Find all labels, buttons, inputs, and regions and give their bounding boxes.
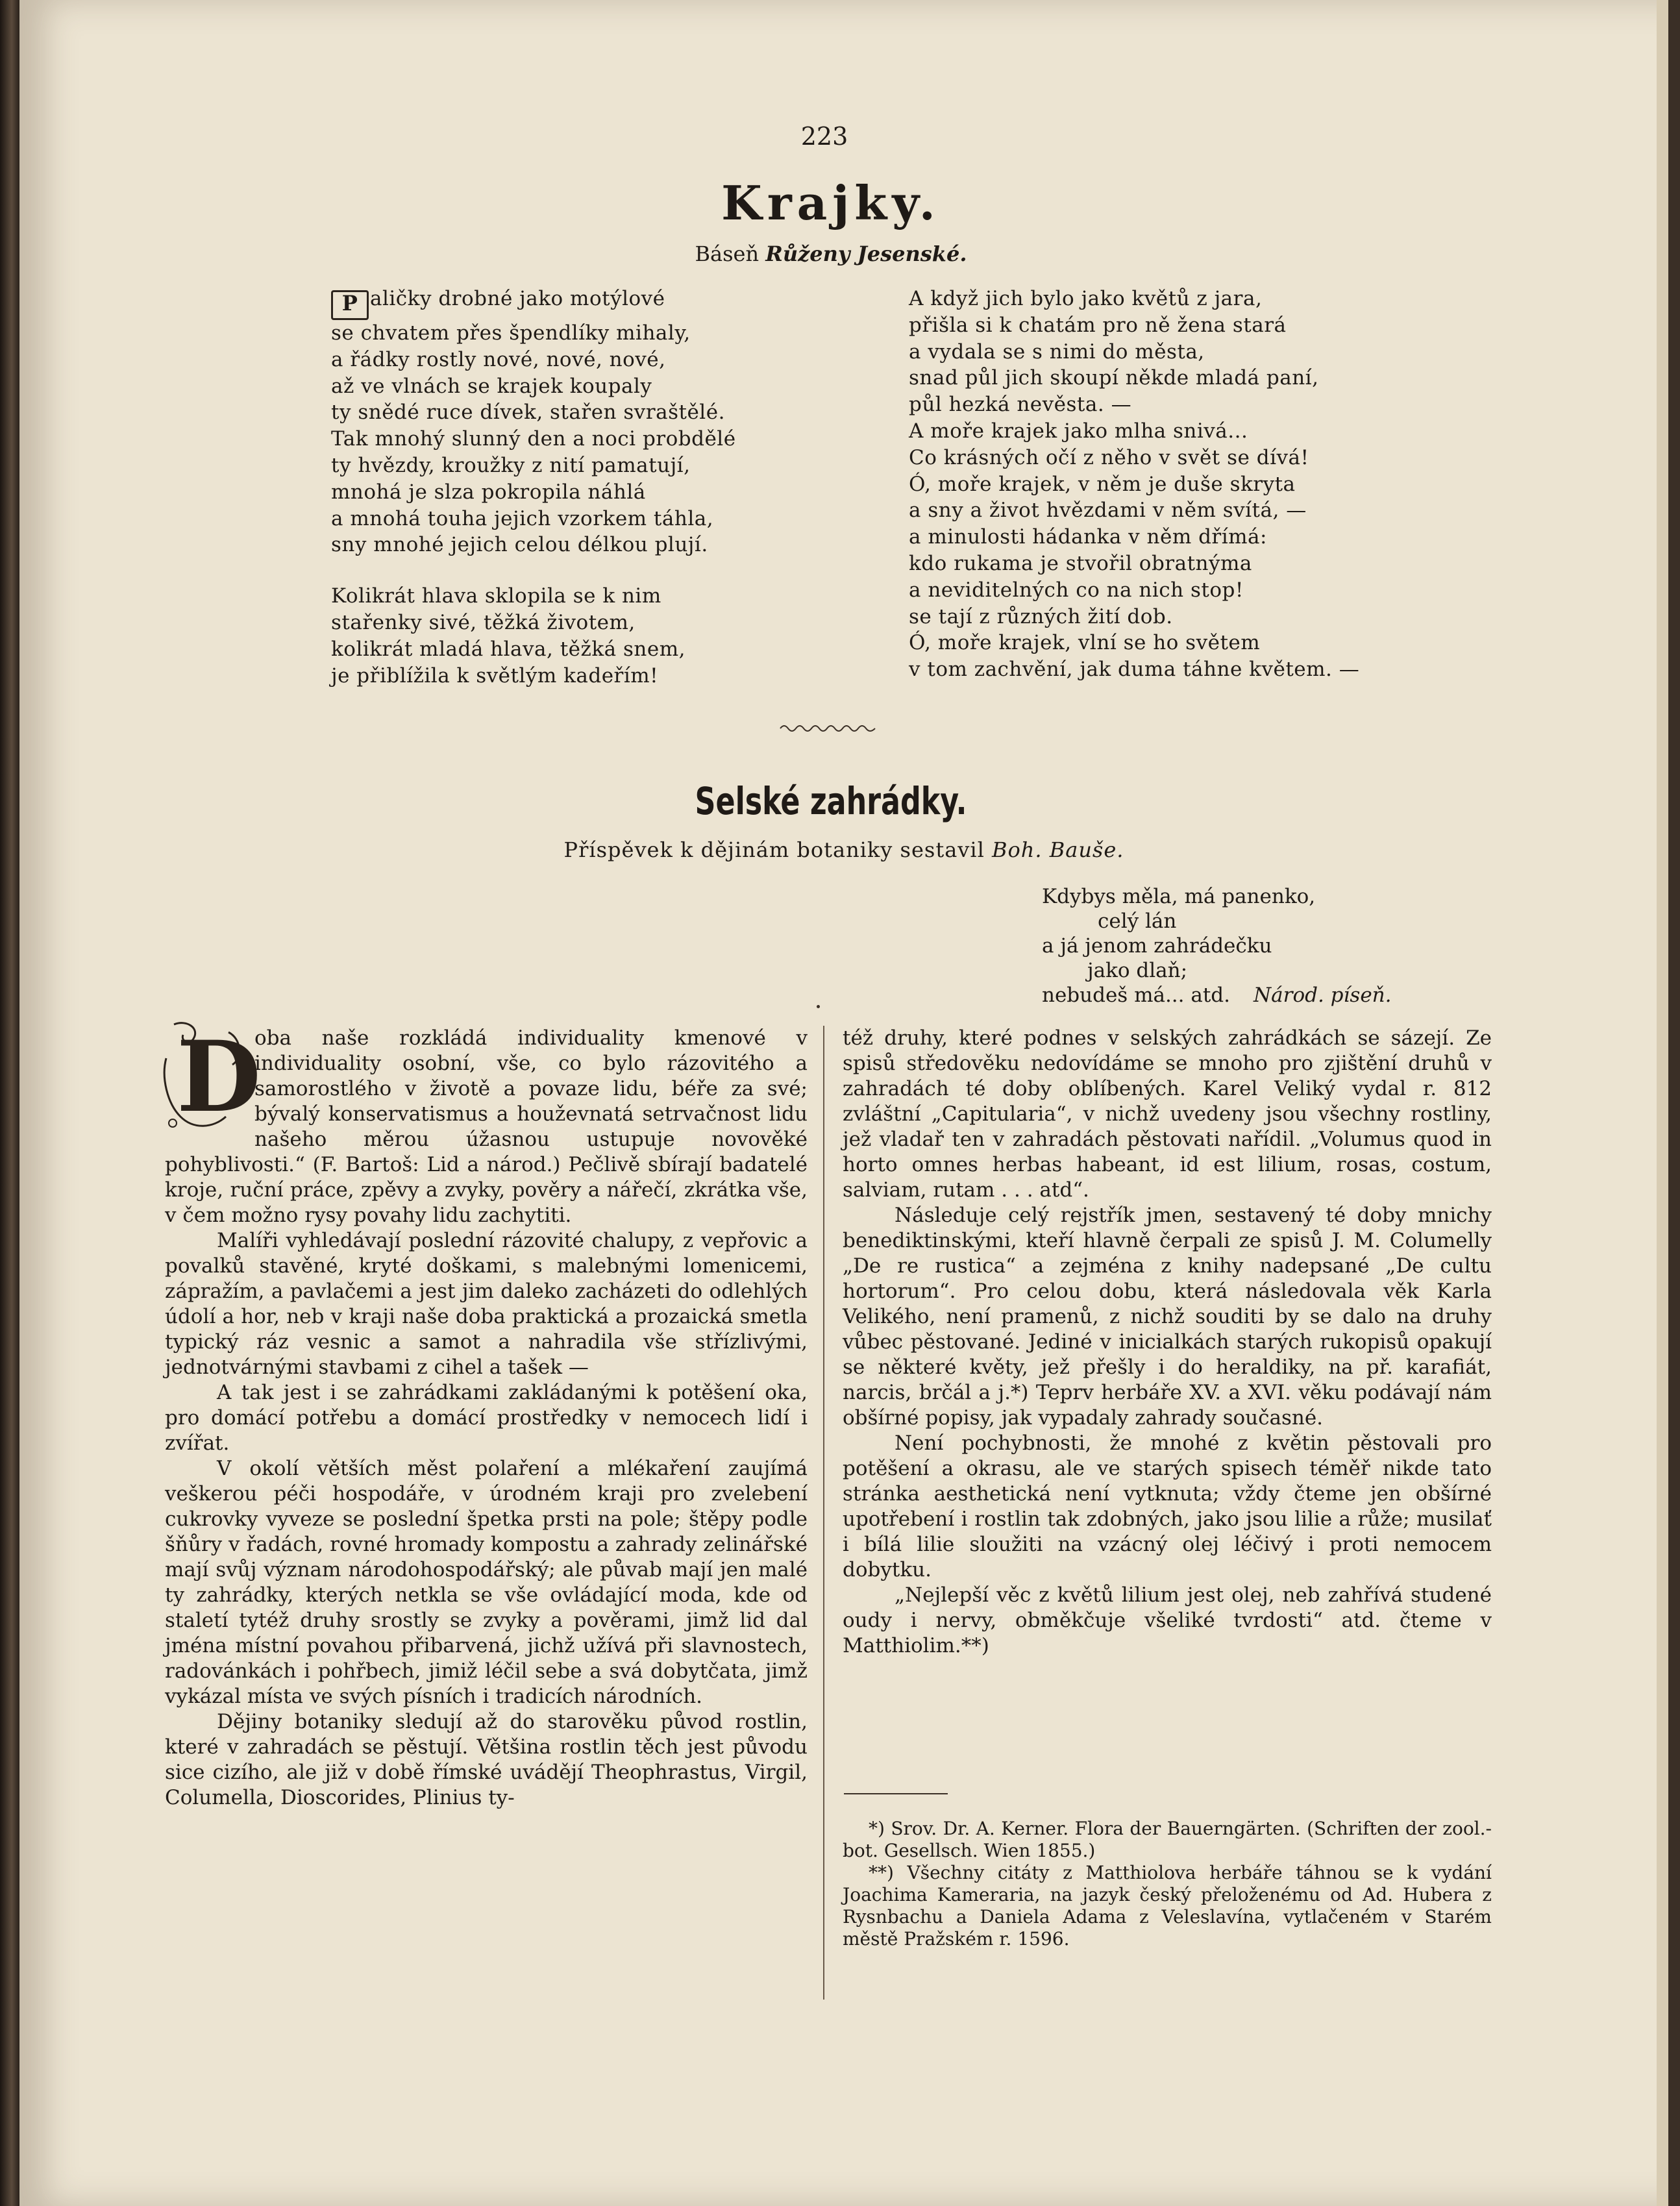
paragraph: též druhy, které podnes v selských zahrádkách se sázejí. Ze spisů středověku nedovídáme se mnoho pro zjištění druhů v zahradách té doby oblíbených. Karel Veliký vydal r. 812 zvláštní „Capitularia“, v nichž uvedeny jsou všechny rostliny, jež vladař ten v zahradách pěstovati nařídil. „Volumus quod in horto omnes herbas habeant, id est lilium, rosas, costum, salviam, rutam . . . atd“. bbox=[843, 1026, 1492, 1202]
poem-line: mnohá je slza pokropila náhlá bbox=[331, 480, 646, 504]
poem-line: a minulosti hádanka v něm dřímá: bbox=[909, 525, 1267, 549]
column-divider bbox=[823, 1026, 824, 2000]
poem-line: Ó, moře krajek, v něm je duše skryta bbox=[909, 472, 1296, 496]
article-byline-zahradky bbox=[454, 837, 1233, 862]
poem-line: ty snědé ruce dívek, stařen svraštělé. bbox=[331, 401, 725, 425]
poem-line: a neviditelných co na nich stop! bbox=[909, 578, 1244, 602]
poem-line: je přiblížila k světlým kadeřím! bbox=[331, 663, 659, 688]
footnote: **) Všechny citáty z Matthiolova herbáře táhnou se k vydání Joachima Kameraria, na jazyk český přeloženému od Ad. Hubera z Rysnbachu a Daniela Adama z Veleslavína, vytlačeném v Starém městě Pražském r. 1596. bbox=[843, 1862, 1492, 1950]
article-column-left bbox=[165, 1020, 808, 1811]
paragraph: „Nejlepší věc z květů lilium jest olej, neb zahřívá studené oudy i nervy, obměkčuje všeliké tvrdosti“ atd. čteme v Matthiolim.**) bbox=[843, 1583, 1492, 1657]
poem-line: se tají z různých žití dob. bbox=[909, 604, 1173, 628]
article-byline-krajky bbox=[571, 242, 1091, 266]
epigraph-line: celý lán bbox=[1098, 910, 1177, 933]
poem-line: a řádky rostly nové, nové, nové, bbox=[331, 347, 666, 371]
paragraph: Malíři vyhledávají poslední rázovité chalupy, z vepřovic a povalků stavěné, kryté doškami, s malebnými lomenicemi, zápražím, a pavlačemi a jest jim daleko zacházeti do odlehlých údolí a hor, neb v kraji naše doba praktická a prozaická smetla typický ráz vesnic a samot a nahradila vše střízlivými, jednotvárnými stavbami z cihel a tašek — bbox=[165, 1229, 808, 1379]
epigraph-line: Kdybys měla, má panenko, bbox=[1042, 885, 1316, 908]
epigraph-line: a já jenom zahrádečku bbox=[1042, 934, 1272, 958]
poem-line: Co krásných očí z něho v svět se dívá! bbox=[909, 445, 1309, 469]
poem-line: snad půl jich skoupí někde mladá paní, bbox=[909, 366, 1319, 390]
book-spine bbox=[0, 0, 19, 2206]
poem-line: přišla si k chatám pro ně žena stará bbox=[909, 313, 1287, 337]
page-number: 223 bbox=[800, 122, 848, 151]
poem-line: stařenky sivé, těžká životem, bbox=[331, 610, 636, 634]
poem-line: Tak mnohý slunný den a noci probdělé bbox=[331, 427, 736, 451]
epigraph-line: jako dlaň; bbox=[1087, 959, 1188, 982]
poem-line: P aličky drobné jako motýlové bbox=[331, 286, 798, 320]
article-title-selske-zahradky: Selské zahrádky. bbox=[695, 779, 967, 823]
article-title-krajky: Krajky. bbox=[721, 175, 941, 230]
paragraph: V okolí větších měst polaření a mlékaření zaujímá veškerou péči hospodáře, v úrodném kraji pro zvelebení cukrovky vyveze se poslední špetka prsti na pole; štěpy podle šňůry v řadách, rovné hromady kompostu a zahrady zelinářské mají svůj význam národohospodářský; ale půvab mají jen malé ty zahrádky, kterých netkla se vše ovládající moda, kde od staletí tytéž druhy srostly se zvyky a pověrami, jimž lid dal jména místní povahou přibarvená, jichž užívá při slavnostech, radovánkách i pohřbech, jimiž léčil sebe a svá dobytčata, jimž vykázal místa ve svých písních i tradicích národních. bbox=[165, 1457, 808, 1708]
poem-line: Ó, moře krajek, vlní se ho světem bbox=[909, 631, 1261, 655]
poem-line: kdo rukama je stvořil obratnýma bbox=[909, 551, 1252, 575]
footnote: *) Srov. Dr. A. Kerner. Flora der Bauerngärten. (Schriften der zool.-bot. Gesellsch. Wien 1855.) bbox=[843, 1818, 1492, 1861]
byline-author: Růženy Jesenské. bbox=[765, 242, 967, 266]
paragraph: Není pochybnosti, že mnohé z květin pěstovali pro potěšení a okrasu, ale ve starých spisech téměř nikde tato stránka aesthetická není vytknuta; vždy čteme jen obšírné upotřebení i rostlin tak zdobných, jako jsou lilie a růže; musilať i bílá lilie sloužiti na vzácný olej léčivý i proti nemocem dobytku. bbox=[843, 1431, 1492, 1581]
stray-dot bbox=[817, 1005, 820, 1008]
poem-line: a mnohá touha jejich vzorkem táhla, bbox=[331, 506, 714, 530]
poem-line: se chvatem přes špendlíky mihaly, bbox=[331, 321, 691, 345]
poem-line: a sny a život hvězdami v něm svítá, — bbox=[909, 499, 1307, 523]
poem-line: půl hezká nevěsta. — bbox=[909, 393, 1132, 417]
drop-cap-letter: D bbox=[177, 1020, 262, 1134]
paragraph: Dějiny botaniky sledují až do starověku původ rostlin, které v zahradách se pěstují. Většina rostlin těch jest původu sice cizího, ale již v době římské uvádějí Theophrastus, Virgil, Columella, Dioscorides, Plinius ty- bbox=[165, 1710, 808, 1809]
drop-cap-p: P bbox=[331, 290, 369, 320]
epigraph-source: Národ. píseň. bbox=[1254, 984, 1392, 1007]
page-edge bbox=[1657, 0, 1668, 2206]
section-ornament-squiggle bbox=[779, 722, 876, 735]
poem-line: A moře krajek jako mlha snivá... bbox=[909, 419, 1248, 443]
epigraph-line: nebudeš má... atd. Národ. píseň. bbox=[1042, 984, 1392, 1007]
ornamental-drop-cap-d bbox=[161, 1019, 262, 1134]
poem-line: až ve vlnách se krajek koupaly bbox=[331, 374, 652, 398]
paragraph: Následuje celý rejstřík jmen, sestavený té doby mnichy benediktinskými, kteří hlavně čerpali ze spisů J. M. Columelly „De re rustica“ a zejména z knihy nadepsané „De cultu hortorum“. Pro celou dobu, která následovala věk Karla Velikého, není pramenů, z nichž souditi by se dalo na druhy vůbec pěstované. Jediné v inicialkách starých rukopisů opakují se některé květy, jež přešly i do heraldiky, na př. karafiát, narcis, brčál a j.*) Teprv herbáře XV. a XVI. věku podávají nám obšírné popisy, jak vypadaly zahrady současné. bbox=[843, 1204, 1492, 1430]
paragraph: oba naše rozkládá individuality kmenové v individuality osobní, vše, co bylo rázovitého a samorostlého v životě a povaze lidu, béře za své; bývalý konservatismus a houževnatá setrvačnost lidu našeho měrou úžasnou ustupuje novověké pohyblivosti.“ (F. Bartoš: Lid a národ.) Pečlivě sbírají badatelé kroje, ruční práce, zpěvy a zvyky, pověry a nářečí, zkrátka vše, v čem možno rysy povahy lidu zachytiti. bbox=[165, 1026, 808, 1227]
epigraph bbox=[1042, 884, 1496, 1008]
poem-line: v tom zachvění, jak duma táhne květem. — bbox=[909, 658, 1360, 682]
footnotes bbox=[843, 1818, 1492, 1950]
byline-prefix: Báseň bbox=[695, 242, 760, 266]
poem-line: Kolikrát hlava sklopila se k nim bbox=[331, 584, 661, 608]
paragraph: A tak jest i se zahrádkami zakládanými k potěšení oka, pro domácí potřebu a domácí prostředky v nemocech lidí i zvířat. bbox=[165, 1381, 808, 1455]
poem-line: a vydala se s nimi do města, bbox=[909, 340, 1205, 364]
byline-author: Boh. Bauše. bbox=[991, 837, 1124, 862]
poem-line: A když jich bylo jako květů z jara, bbox=[909, 287, 1263, 310]
byline-prefix: Příspěvek k dějinám botaniky sestavil bbox=[563, 837, 985, 862]
poem-right-column bbox=[909, 286, 1389, 683]
poem-line: ty hvězdy, kroužky z nití pamatují, bbox=[331, 453, 691, 477]
poem-line: kolikrát mladá hlava, těžká snem, bbox=[331, 637, 686, 661]
poem-line: sny mnohé jejich celou délkou plují. bbox=[331, 533, 708, 557]
footnote-rule bbox=[844, 1793, 948, 1794]
poem-left-column bbox=[331, 286, 798, 689]
article-column-right bbox=[843, 1026, 1492, 1659]
